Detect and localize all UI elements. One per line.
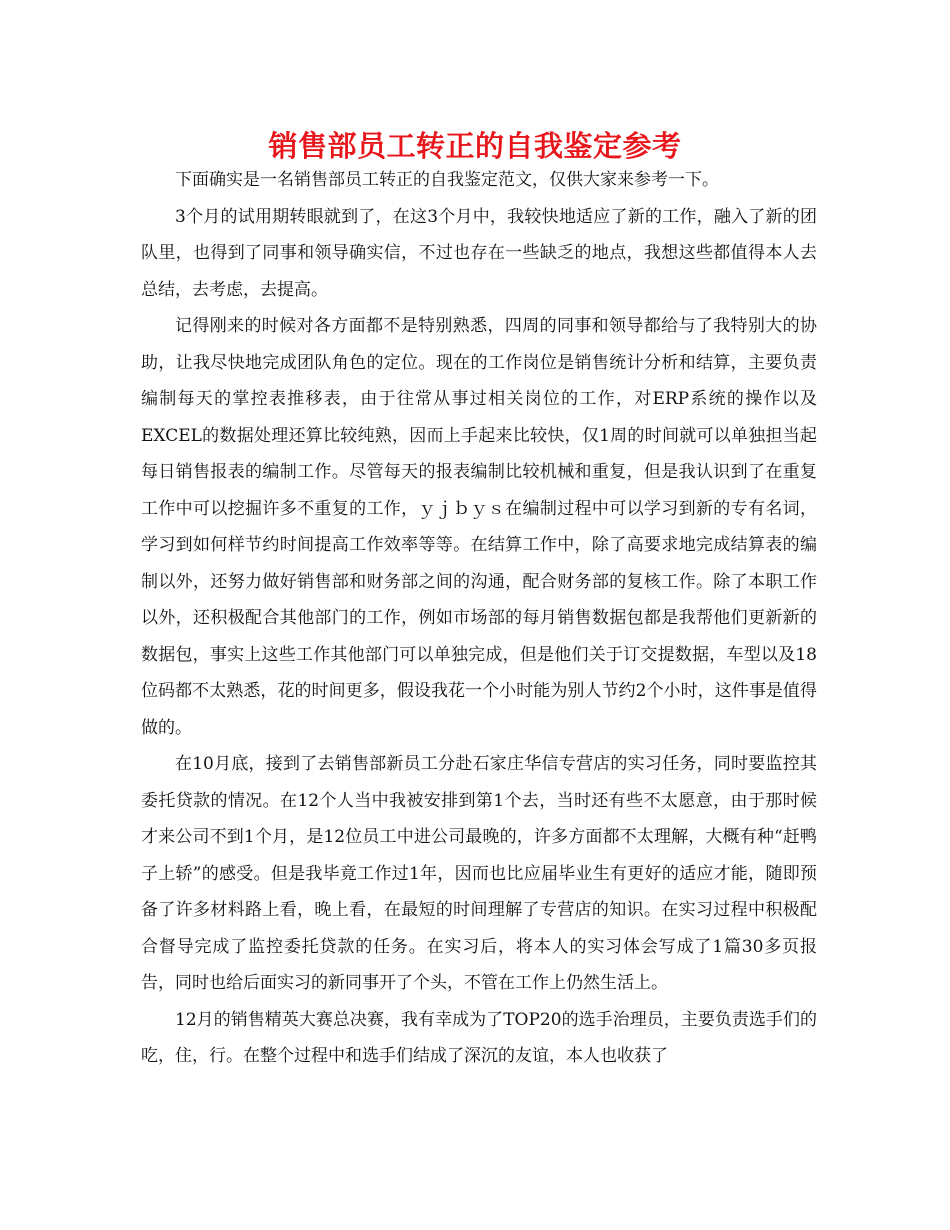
document-title: 销售部员工转正的自我鉴定参考 bbox=[268, 129, 682, 163]
paragraph-probation: 3个月的试用期转眼就到了，在这3个月中，我较快地适应了新的工作，融入了新的团队里，也得到了同事和领导确实信，不过也存在一些缺乏的地点，我想这些都值得本人去总结，去考虑，去提高。 bbox=[141, 206, 817, 300]
document-body bbox=[141, 162, 817, 1075]
paragraph-intro: 下面确实是一名销售部员工转正的自我鉴定范文，仅供大家来参考一下。 bbox=[175, 170, 719, 190]
paragraph-internship: 在10月底，接到了去销售部新员工分赴石家庄华信专营店的实习任务，同时要监控其委托贷款的情况。在12个人当中我被安排到第1个去，当时还有些不太愿意，由于那时候才来公司不到1个月，是12位员工中进公司最晚的，许多方面都不太理解，大概有种“赶鸭子上轿”的感受。但是我毕竟工作过1年，因而也比应届毕业生有更好的适应才能，随即预备了许多材料路上看，晚上看，在最短的时间理解了专营店的知识。在实习过程中积极配合督导完成了监控委托贷款的任务。在实习后，将本人的实习体会写成了1篇30多页报告，同时也给后面实习的新同事开了个头，不管在工作上仍然生活上。 bbox=[141, 754, 817, 993]
paragraph-work-duties: 记得刚来的时候对各方面都不是特别熟悉，四周的同事和领导都给与了我特别大的协助，让我尽快地完成团队角色的定位。现在的工作岗位是销售统计分析和结算，主要负责编制每天的掌控表推移表，由于往常从事过相关岗位的工作，对ERP系统的操作以及EXCEL的数据处理还算比较纯熟，因而上手起来比较快，仅1周的时间就可以单独担当起每日销售报表的编制工作。尽管每天的报表编制比较机械和重复，但是我认识到了在重复工作中可以挖掘许多不重复的工作，ｙｊｂｙｓ在编制过程中可以学习到新的专有名词，学习到如何样节约时间提高工作效率等等。在结算工作中，除了高要求地完成结算表的编制以外，还努力做好销售部和财务部之间的沟通，配合财务部的复核工作。除了本职工作以外，还积极配合其他部门的工作，例如市场部的每月销售数据包都是我帮他们更新新的数据包，事实上这些工作其他部门可以单独完成，但是他们关于订交提数据，车型以及18位码都不太熟悉，花的时间更多，假设我花一个小时能为别人节约2个小时，这件事是值得做的。 bbox=[141, 316, 817, 738]
paragraph-competition: 12月的销售精英大赛总决赛，我有幸成为了TOP20的选手治理员，主要负责选手们的吃，住，行。在整个过程中和选手们结成了深沉的友谊，本人也收获了 bbox=[141, 1009, 817, 1066]
